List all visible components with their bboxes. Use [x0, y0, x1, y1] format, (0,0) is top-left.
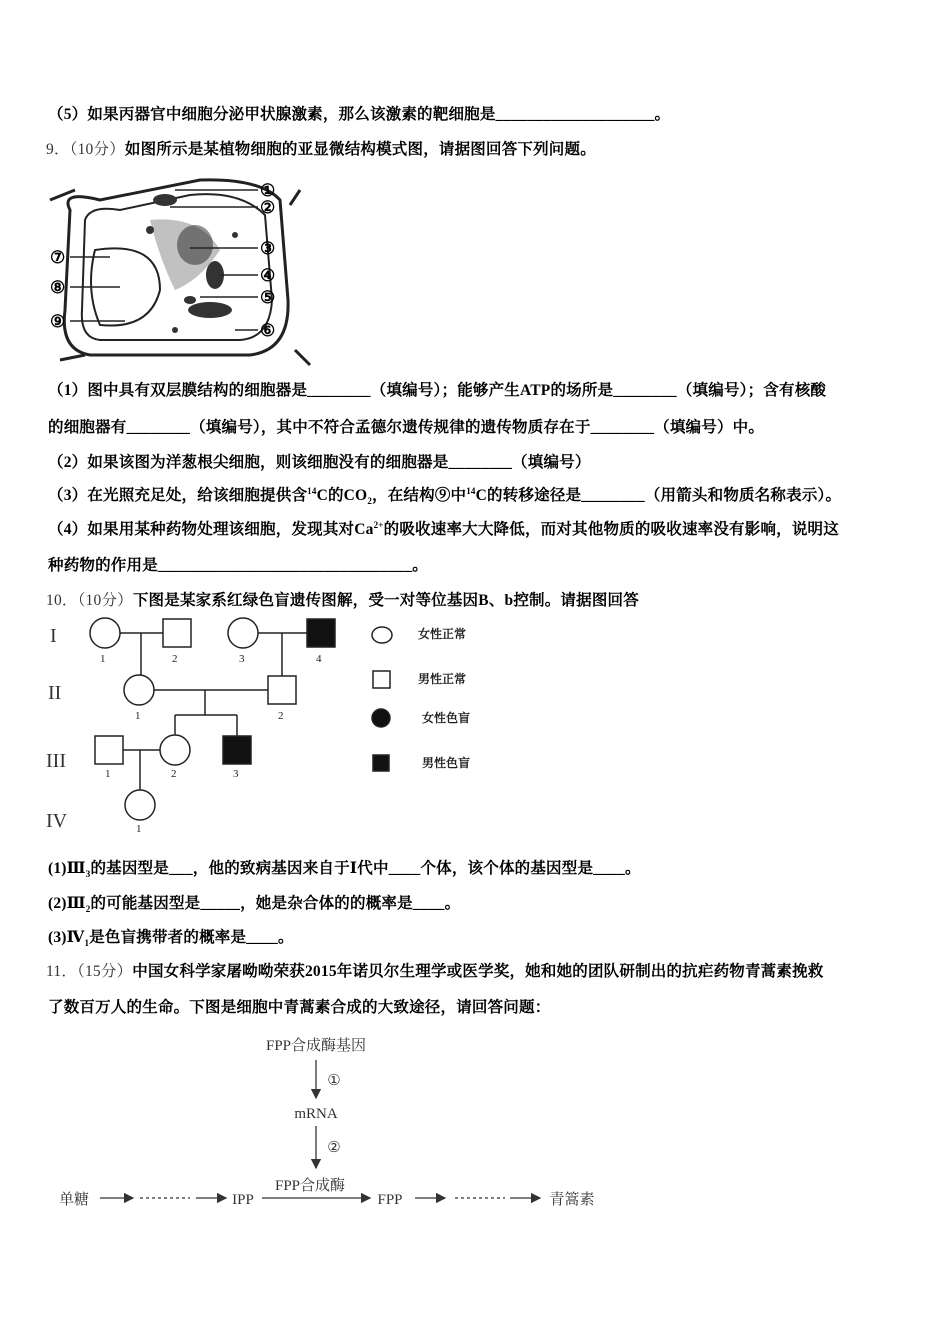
label-6: ⑥: [260, 321, 276, 340]
gene-label: FPP合成酶基因: [265, 1038, 367, 1054]
enzyme-label: FPP合成酶: [274, 1178, 346, 1194]
t: 的基因型是___，他的致病基因来自于Ⅰ代中____个体，该个体的基因型是____。: [90, 860, 641, 877]
fpp-label: FPP: [377, 1192, 403, 1208]
gen-II: II: [48, 682, 62, 704]
t: 的可能基因型是_____，她是杂合体的的概率是____。: [90, 895, 461, 912]
I-4: [307, 619, 335, 647]
id: 3: [239, 653, 245, 665]
q9-part4b: 种药物的作用是________________________________。: [48, 557, 429, 574]
plant-cell-diagram: [0, 160, 320, 370]
id: 1: [136, 823, 142, 835]
id: 1: [105, 768, 111, 780]
id: 4: [316, 653, 322, 665]
III-2: [160, 735, 190, 765]
label-5: ⑤: [260, 288, 276, 307]
sugar-label: 单糖: [58, 1192, 90, 1208]
t: (3)Ⅳ: [48, 929, 85, 946]
t: 2+: [373, 519, 384, 530]
step-1-label: ①: [327, 1073, 341, 1089]
artemisinin-label: 青篙素: [549, 1192, 595, 1208]
legend-label: 男性正常: [418, 672, 467, 686]
IV-1: [125, 790, 155, 820]
gen-I: I: [50, 625, 57, 647]
q10-text: 下图是某家系红绿色盲遗传图解，受一对等位基因B、b控制。请据图回答: [132, 592, 639, 609]
t: 14: [466, 485, 476, 496]
II-1: [124, 675, 154, 705]
legend-label: 女性正常: [418, 627, 467, 641]
legend-label: 男性色盲: [422, 756, 471, 770]
q10-number: 10．（10分）: [46, 592, 133, 609]
t: 2: [85, 904, 91, 915]
q8-part5: （5）如果丙器官中细胞分泌甲状腺激素，那么该激素的靶细胞是____________________。: [48, 106, 671, 123]
III-1: [95, 736, 123, 764]
I-1: [90, 618, 120, 648]
t: （3）在光照充足处，给该细胞提供含: [48, 487, 308, 504]
q9-part1a: （1）图中具有双层膜结构的细胞器是________（填编号）；能够产生ATP的场所是________（填编号）；含有核酸: [48, 382, 827, 399]
gen-IV: IV: [46, 810, 68, 832]
id: 3: [233, 768, 239, 780]
II-2: [268, 676, 296, 704]
t: 是色盲携带者的概率是____。: [89, 929, 294, 946]
t: (1)Ⅲ: [48, 860, 86, 877]
legend-male-affected-icon: [373, 755, 389, 771]
q9-stem: [46, 137, 596, 159]
id: 2: [171, 768, 177, 780]
q10-part3: [48, 925, 294, 948]
I-2: [163, 619, 191, 647]
q11-stem2: 了数百万人的生命。下图是细胞中青蒿素合成的大致途径，请回答问题：: [48, 999, 551, 1016]
q9-part4a: [48, 517, 839, 539]
q11-number: 11．（15分）: [46, 963, 133, 980]
pedigree-chart: [0, 610, 520, 840]
q10-part1: [48, 856, 641, 879]
label-3: ③: [260, 239, 276, 258]
legend-female-affected-icon: [372, 709, 390, 727]
artemisinin-pathway-diagram: [0, 1030, 640, 1220]
t: 1: [84, 938, 90, 949]
label-1: ①: [260, 181, 276, 200]
label-9: ⑨: [50, 312, 66, 331]
q9-number: 9．（10分）: [46, 141, 125, 158]
mrna-label: mRNA: [294, 1106, 338, 1122]
III-3: [223, 736, 251, 764]
q9-part3: [48, 483, 841, 506]
t: 3: [85, 869, 91, 880]
q11-stem: [46, 959, 823, 981]
gen-III: III: [46, 750, 66, 772]
legend-male-normal-icon: [373, 671, 390, 688]
t: 14: [307, 485, 317, 496]
q10-stem: [46, 588, 639, 610]
id: 2: [172, 653, 178, 665]
q9-text: 如图所示是某植物细胞的亚显微结构模式图，请据图回答下列问题。: [124, 141, 596, 158]
id: 1: [135, 710, 141, 722]
ipp-label: IPP: [232, 1192, 254, 1208]
id: 2: [278, 710, 284, 722]
I-3: [228, 618, 258, 648]
label-8: ⑧: [50, 278, 66, 297]
t: 2: [367, 496, 373, 507]
label-2: ②: [260, 198, 276, 217]
q10-part2: [48, 891, 460, 914]
label-7: ⑦: [50, 248, 66, 267]
t: C的CO: [316, 487, 368, 504]
t: 的吸收速率大大降低，而对其他物质的吸收速率没有影响，说明这: [383, 521, 839, 538]
label-4: ④: [260, 266, 276, 285]
t: ，在结构⑨中: [372, 487, 467, 504]
q9-part2: （2）如果该图为洋葱根尖细胞，则该细胞没有的细胞器是________（填编号）: [48, 454, 591, 471]
id: 1: [100, 653, 106, 665]
step-2-label: ②: [327, 1140, 341, 1156]
legend-label: 女性色盲: [422, 711, 471, 725]
legend-female-normal-icon: [372, 627, 392, 643]
q11-text: 中国女科学家屠呦呦荣获2015年诺贝尔生理学或医学奖，她和她的团队研制出的抗疟药物青蒿素挽救: [132, 963, 824, 980]
t: C的转移途径是________（用箭头和物质名称表示）。: [475, 487, 842, 504]
t: （4）如果用某种药物处理该细胞，发现其对Ca: [48, 521, 374, 538]
t: (2)Ⅲ: [48, 895, 86, 912]
q9-part1b: 的细胞器有________（填编号），其中不符合孟德尔遗传规律的遗传物质存在于________（填编号）中。: [48, 419, 765, 436]
